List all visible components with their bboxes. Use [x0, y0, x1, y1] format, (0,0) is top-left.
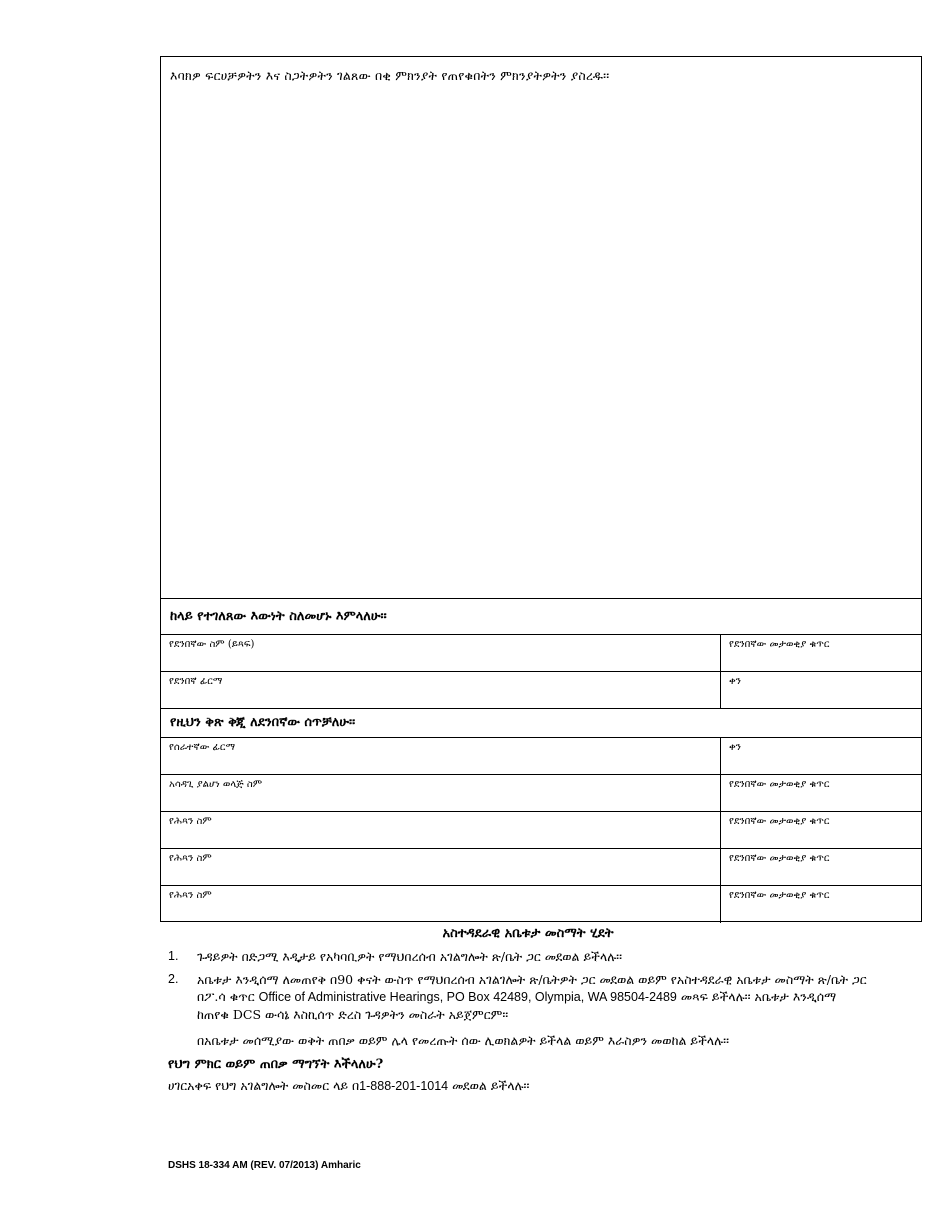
hearing-title: አስተዳደራዊ አቤቱታ መስማት ሂደት: [442, 926, 614, 941]
hearing-item-1: [168, 948, 868, 965]
explanation-prompt: እባክዎ ፍርሀቻዎትን እና ስጋትዎትን ገልጸው በቂ ምክንያት የጠየቁበትን ምክንያትዎትን ያስረዱ፡፡: [170, 68, 610, 83]
copy-given-heading: [161, 709, 921, 738]
form-id-footer: DSHS 18-334 AM (REV. 07/2013) Amharic: [168, 1160, 361, 1171]
noncustodial-parent-row: [161, 775, 921, 812]
child-name-label: የሕጻን ስም: [169, 853, 212, 864]
worker-signature-row: [161, 738, 921, 775]
legal-phone-number: 1-888-201-1014: [359, 1079, 449, 1093]
client-name-field[interactable]: [161, 635, 721, 671]
client-signature-label: የደንበኛ ፊርማ: [169, 676, 223, 687]
explanation-field[interactable]: [161, 57, 921, 599]
worker-date-field[interactable]: [721, 738, 921, 774]
hearing-item-2-text-b: መጻፍ ይችላሉ፡፡ አቤቱታ እንዲሰማ ከጠየቁ DCS ውሳኔ እስኪሰጥ ድረስ ጉዳዎትን መስራት አይጀምርም፡፡: [197, 989, 837, 1022]
child-id-field[interactable]: [721, 812, 921, 848]
child-name-label: የሕጻን ስም: [169, 890, 212, 901]
legal-answer: [168, 1078, 868, 1094]
child-name-field[interactable]: [161, 849, 721, 885]
representation-note: በአቤቱታ መሰሚያው ወቅት ጠበቃ ወይም ሌላ የመረጡት ሰው ሊወክልዎት ይችላል ወይም እራስዎን መወከል ይችላሉ፡፡: [197, 1033, 730, 1048]
client-id-label: የደንበኛው መታወቂያ ቁጥር: [729, 639, 830, 650]
hearing-item-2-text: [197, 971, 868, 1023]
hearing-office-address: Office of Administrative Hearings, PO Box 42489, Olympia, WA 98504-2489: [258, 990, 677, 1004]
client-name-label: የደንበኛው ስም (ይጻፍ): [169, 639, 255, 650]
hearing-item-1-number: 1.: [168, 949, 179, 963]
child-id-label: የደንበኛው መታወቂያ ቁጥር: [729, 890, 830, 901]
client-name-row: [161, 635, 921, 672]
client-id-field[interactable]: [721, 635, 921, 671]
hearing-item-2: [168, 971, 868, 1023]
client-signature-row: [161, 672, 921, 709]
attestation-heading-text: ከላይ የተገለጸው እውነት ስለመሆኑ እምላለሁ፡፡: [170, 609, 387, 624]
child-row: [161, 886, 921, 923]
hearing-item-2-number: 2.: [168, 972, 179, 986]
worker-signature-label: የሰራተኛው ፊርማ: [169, 742, 236, 753]
noncustodial-parent-id-label: የደንበኛው መታወቂያ ቁጥር: [729, 779, 830, 790]
client-date-field[interactable]: [721, 672, 921, 708]
child-name-field[interactable]: [161, 812, 721, 848]
legal-question: የህግ ምክር ወይም ጠበቃ ማግኘት እችላለሁ?: [168, 1057, 384, 1072]
hearing-section: [168, 926, 868, 1094]
child-id-field[interactable]: [721, 886, 921, 923]
worker-signature-field[interactable]: [161, 738, 721, 774]
attestation-heading: [161, 599, 921, 635]
form-box: [160, 56, 922, 922]
child-row: [161, 849, 921, 886]
hearing-item-1-text: ጉዳይዎት በድጋሚ እዲታይ የአካባቢዎት የማህበረሰብ አገልግሎት ጽ/ቤት ጋር መደወል ይችላሉ፡፡: [197, 949, 623, 964]
child-name-field[interactable]: [161, 886, 721, 923]
noncustodial-parent-name-label: አሳዳጊ ያልሆነ ወላጅ ስም: [169, 779, 263, 790]
child-row: [161, 812, 921, 849]
child-id-label: የደንበኛው መታወቂያ ቁጥር: [729, 816, 830, 827]
child-id-label: የደንበኛው መታወቂያ ቁጥር: [729, 853, 830, 864]
noncustodial-parent-id-field[interactable]: [721, 775, 921, 811]
child-name-label: የሕጻን ስም: [169, 816, 212, 827]
legal-answer-text-b: መደወል ይችላሉ፡፡: [448, 1078, 530, 1093]
worker-date-label: ቀን: [729, 742, 741, 753]
legal-answer-text-a: ሀገርአቀፍ የህግ አገልግሎት መስመር ላይ በ: [168, 1078, 360, 1093]
hearing-item-2-text-a: አቤቱታ እንዲሰማ ለመጠየቅ በ90 ቀናት ውስጥ የማህበረሰብ አገልገሎት ጽ/ቤትዎት ጋር መደወል ወይም የአስተዳደራዊ አቤቱታ መስማት ጽ/ቤት ጋር በፖ.ሳ ቁጥር: [197, 972, 867, 1004]
noncustodial-parent-name-field[interactable]: [161, 775, 721, 811]
child-id-field[interactable]: [721, 849, 921, 885]
client-date-label: ቀን: [729, 676, 741, 687]
copy-given-heading-text: የዚህን ቅጽ ቅጂ ለደንበኛው ሰጥቻለሁ፡፡: [170, 715, 356, 730]
client-signature-field[interactable]: [161, 672, 721, 708]
